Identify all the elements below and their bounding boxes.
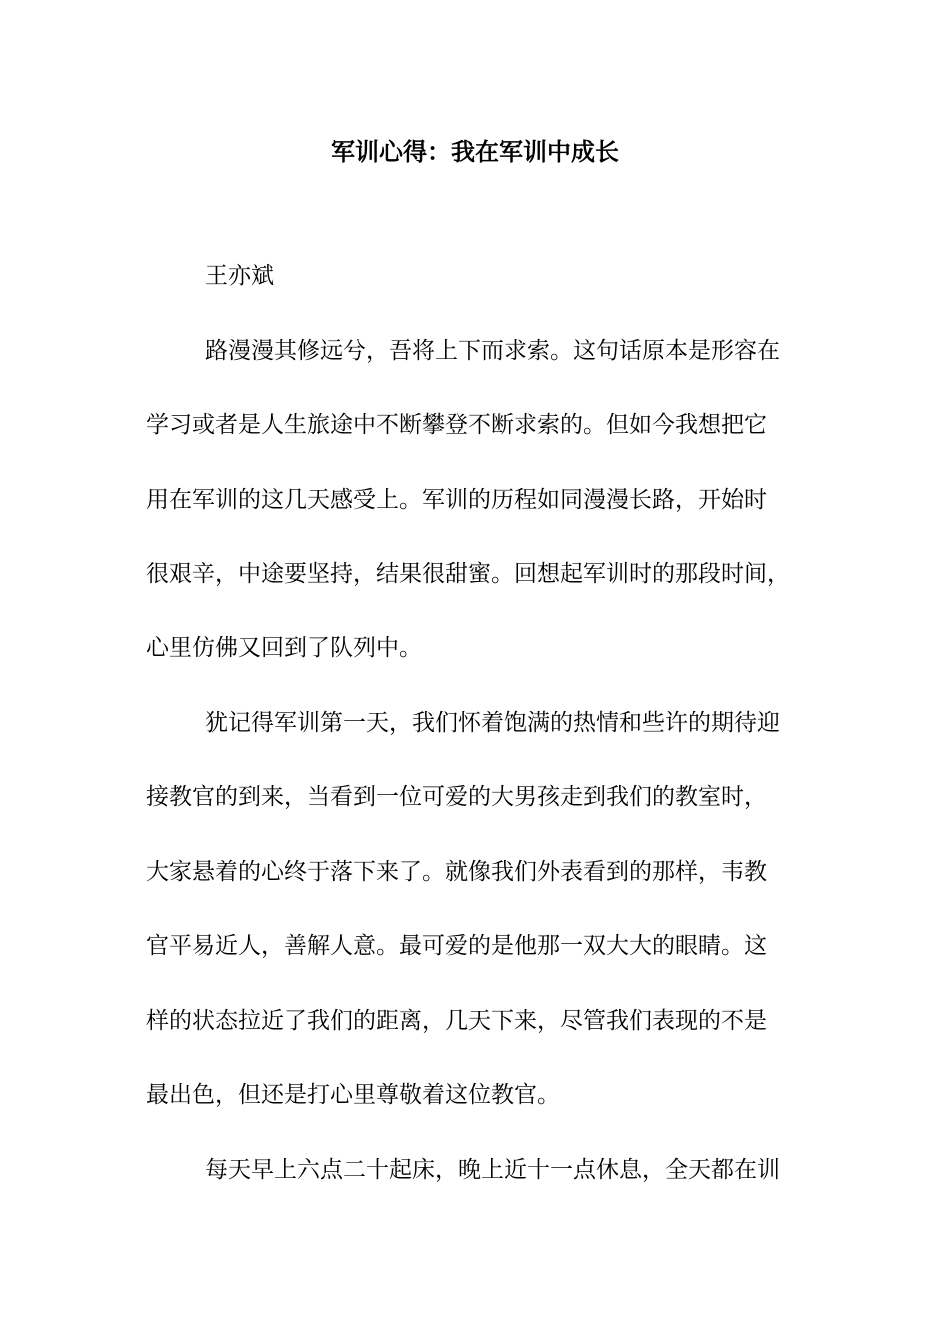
paragraph-line: 学习或者是人生旅途中不断攀登不断求索的。但如今我想把它 <box>146 412 767 438</box>
paragraph-line: 心里仿佛又回到了队列中。 <box>146 635 422 661</box>
paragraph-line: 路漫漫其修远兮，吾将上下而求索。这句话原本是形容在 <box>205 338 780 364</box>
document-title: 军训心得：我在军训中成长 <box>331 138 619 166</box>
paragraph-line: 很艰辛，中途要坚持，结果很甜蜜。回想起军训时的那段时间， <box>146 561 790 587</box>
paragraph-line: 样的状态拉近了我们的距离，几天下来，尽管我们表现的不是 <box>146 1008 767 1034</box>
paragraph-line: 大家悬着的心终于落下来了。就像我们外表看到的那样，韦教 <box>146 859 767 885</box>
paragraph-line: 每天早上六点二十起床，晚上近十一点休息，全天都在训 <box>205 1157 780 1183</box>
paragraph-line: 最出色，但还是打心里尊敬着这位教官。 <box>146 1082 560 1108</box>
paragraph-line: 接教官的到来，当看到一位可爱的大男孩走到我们的教室时， <box>146 784 767 810</box>
paragraph-line: 犹记得军训第一天，我们怀着饱满的热情和些许的期待迎 <box>205 710 780 736</box>
paragraph-line: 官平易近人，善解人意。最可爱的是他那一双大大的眼睛。这 <box>146 933 767 959</box>
author-name: 王亦斌 <box>205 263 274 289</box>
paragraph-line: 用在军训的这几天感受上。军训的历程如同漫漫长路，开始时 <box>146 487 767 513</box>
